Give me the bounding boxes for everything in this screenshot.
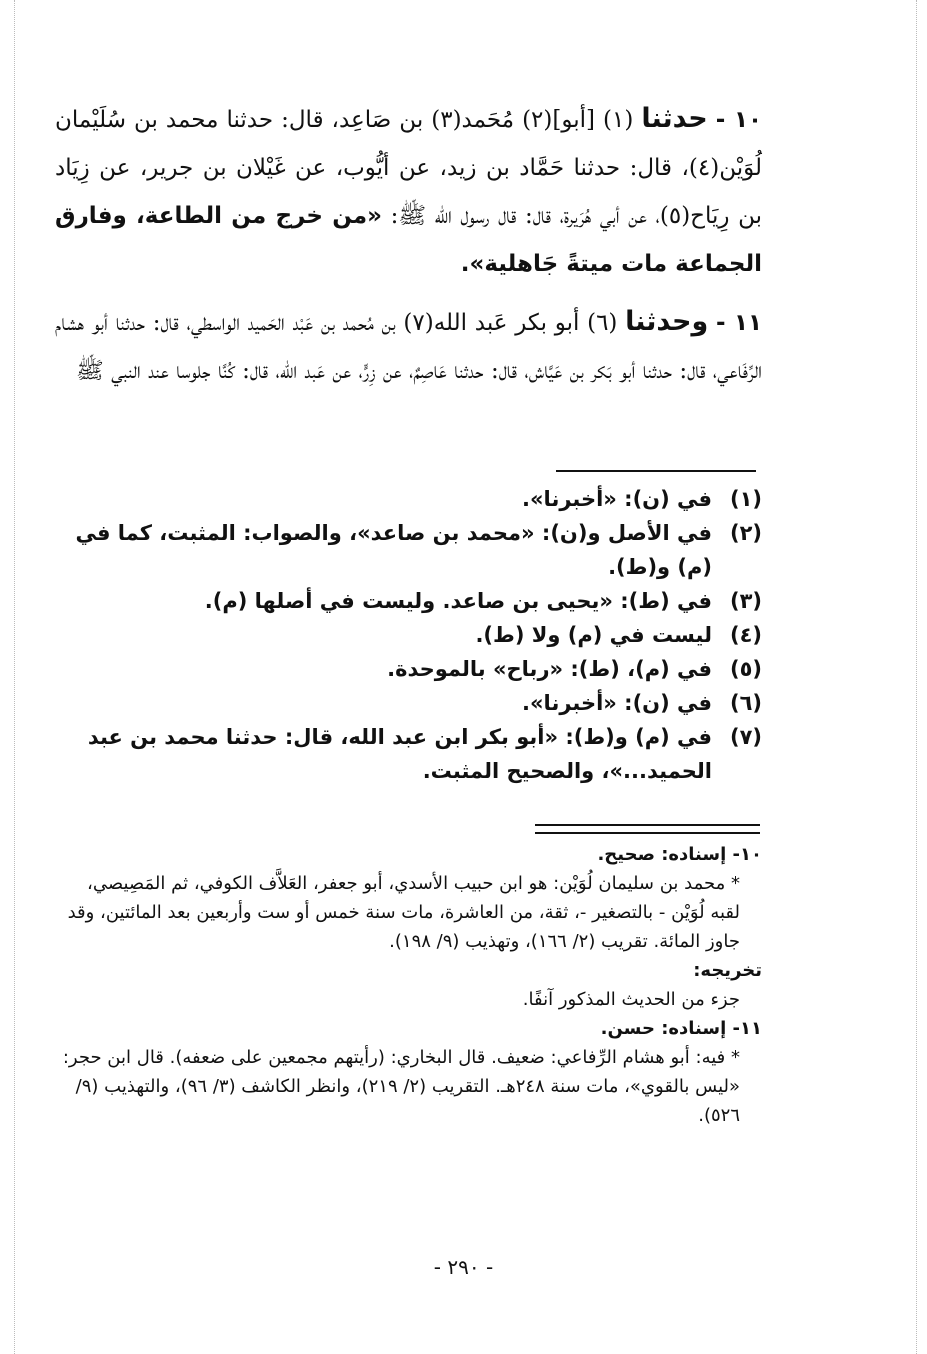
footnote	[55, 652, 762, 686]
footnote-text: في (ن): «أخبرنا».	[522, 487, 712, 511]
footnote-number: (٧)	[729, 725, 762, 749]
hadith-10-isnad: ١٠- إسناده: صحيح.	[597, 844, 762, 865]
hadith-11	[55, 298, 762, 395]
footnote	[55, 720, 762, 788]
footnote	[55, 686, 762, 720]
footnote	[55, 516, 762, 584]
footnote	[55, 482, 762, 516]
hadith-10-takhrij: جزء من الحديث المذكور آنفًا.	[522, 989, 740, 1010]
footnote-separator	[556, 470, 756, 472]
footnote-text: في (م) و(ط): «أبو بكر ابن عبد الله، قال: حدثنا محمد بن عبد الحميد...»، والصحيح المثبت.	[87, 725, 712, 783]
hadith-10-keyword: حدثنا	[641, 103, 708, 134]
hadith-10-narrator-bio: * محمد بن سليمان لُوَيْن: هو ابن حبيب الأسدي، أبو جعفر، العَلاَّف الكوفي، ثم المَصِيصي، لقبه لُوَيْن - بالتصغير -، ثقة، من العاشرة، مات سنة خمس أو ست وأربعين بعد المائتين، وقد جاوز المائة. تقريب (٢/ ١٦٦)، وتهذيب (٩/ ١٩٨).	[67, 873, 740, 952]
footnote	[55, 584, 762, 618]
footnote-number: (٦)	[729, 691, 762, 715]
hadith-11-keyword: وحدثنا	[625, 306, 709, 337]
main-text	[55, 95, 762, 395]
takhrij-label: تخريجه:	[693, 960, 762, 981]
takhrij-section	[55, 840, 762, 1130]
hadith-11-number: ١١ -	[715, 310, 763, 336]
hadith-11-text: (٦) أبو بكر عَبد الله(٧) بن مُحمد بن عَبْد الحَميد الواسطي، قال: حدثنا أبو هشام الرِّفَاعي، قال: حدثنا أبو بَكر بن عَيَّاش، قال: حدثنا عَاصِمٌ، عن زِرٍّ، عن عَبد الله، قال: كُنَّا جلوسا عند النبي ﷺ	[55, 310, 762, 384]
hadith-11-isnad: ١١- إسناده: حسن.	[600, 1018, 762, 1039]
hadith-10-number: ١٠ -	[715, 107, 763, 133]
footnote-text: في (م)، (ط): «رباح» بالموحدة.	[387, 657, 712, 681]
hadith-10	[55, 95, 762, 288]
footnote	[55, 618, 762, 652]
right-edge-mark	[916, 0, 917, 1354]
hadith-11-narrator-bio: * فيه: أبو هشام الرِّفاعي: ضعيف. قال البخاري: (رأيتهم مجمعين على ضعفه). قال ابن حجر: «ليس بالقوي»، مات سنة ٢٤٨هـ. التقريب (٢/ ٢١٩)، وانظر الكاشف (٣/ ٩٦)، والتهذيب (٩/ ٥٢٦).	[62, 1047, 740, 1126]
footnote-number: (٥)	[729, 657, 762, 681]
footnote-text: ليست في (م) ولا (ط).	[475, 623, 712, 647]
footnote-number: (٣)	[729, 589, 762, 613]
hadith-10-text: (١) [أبو](٢) مُحَمد(٣) بن صَاعِد، قال: حدثنا محمد بن سُلَيْمان لُوَيْن(٤)، قال: حدثنا حَمَّاد بن زيد، عن أيُّوب، عن غَيْلان بن جرير، عن زِيَاد بن رِيَاح(٥)، عن أبي هُرَيرة، قال: قال رسول الله ﷺ:	[55, 107, 763, 229]
left-edge-mark	[14, 0, 15, 1354]
footnote-number: (١)	[729, 487, 762, 511]
footnote-number: (٤)	[729, 623, 762, 647]
footnotes	[55, 482, 762, 788]
footnote-text: في (ن): «أخبرنا».	[522, 691, 712, 715]
hadith-10-quote: «من خرج من الطاعة، وفارق الجماعة مات ميتةً جَاهلية».	[55, 203, 762, 277]
page-number: - ٢٩٠ -	[433, 1255, 494, 1279]
footnote-number: (٢)	[729, 521, 762, 545]
footnote-text: في الأصل و(ن): «محمد بن صاعد»، والصواب: المثبت، كما في (م) و(ط).	[75, 521, 712, 579]
footnote-text: في (ط): «يحيى بن صاعد. وليست في أصلها (م).	[204, 589, 712, 613]
takhrij-separator	[535, 824, 760, 834]
